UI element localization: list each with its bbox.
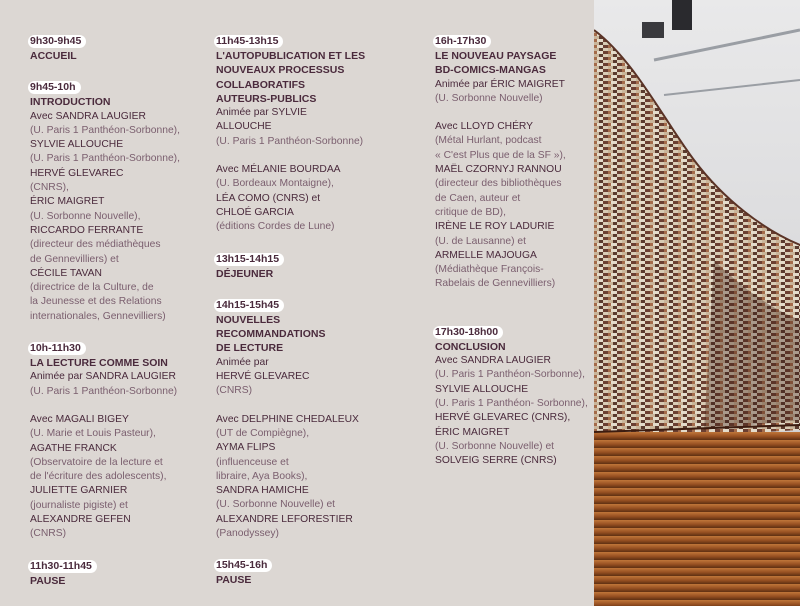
session-time-badge: 15h45-16h: [214, 559, 272, 572]
speaker-affiliation: (U. Paris 1 Panthéon-Sorbonne),: [435, 369, 585, 381]
session-title: CONCLUSION: [435, 340, 506, 353]
speaker-affiliation: (Observatoire de la lecture et: [30, 456, 163, 468]
speaker-line: ALEXANDRE LEFORESTIER: [216, 513, 353, 525]
session-block: [216, 295, 396, 541]
session-title: ACCUEIL: [30, 50, 77, 62]
speaker-affiliation: (éditions Cordes de Lune): [216, 221, 335, 233]
session-time-badge: 9h30-9h45: [28, 35, 86, 48]
speaker-affiliation: (U. Paris 1 Panthéon-Sorbonne): [216, 135, 364, 147]
session-title: AUTEURS-PUBLICS: [216, 92, 317, 105]
speaker-line: HERVÉ GLEVAREC (CNRS),: [435, 412, 571, 424]
speaker-line: ALEXANDRE GEFEN: [30, 514, 131, 526]
speaker-affiliation: (U. Paris 1 Panthéon-Sorbonne),: [30, 124, 180, 136]
speaker-line: LÉA COMO (CNRS) et: [216, 192, 321, 204]
session-title: RECOMMANDATIONS: [216, 328, 326, 341]
session-time-badge: 9h45-10h: [28, 81, 81, 94]
speaker-line: Animée par SYLVIE: [216, 107, 307, 119]
session-title: BD-COMICS-MANGAS: [435, 64, 546, 77]
speaker-affiliation: (U. Sorbonne Nouvelle) et: [216, 499, 336, 511]
speaker-line: Avec MÉLANIE BOURDAA: [216, 164, 341, 176]
speaker-line: SYLVIE ALLOUCHE: [435, 383, 529, 395]
speaker-line: Animée par: [216, 356, 269, 368]
speaker-line: HERVÉ GLEVAREC: [216, 371, 310, 383]
session-title: PAUSE: [216, 574, 252, 587]
speaker-affiliation: de Gennevilliers) et: [30, 253, 119, 265]
session-block: [30, 556, 205, 588]
speaker-affiliation: (directeur des médiathèques: [30, 239, 161, 251]
session-block: [30, 338, 205, 542]
speaker-affiliation: (U. Sorbonne Nouvelle) et: [435, 440, 555, 452]
speaker-affiliation: « C'est Plus que de la SF »),: [435, 149, 566, 161]
speaker-line: CHLOÉ GARCIA: [216, 206, 294, 218]
speaker-line: SANDRA HAMICHE: [216, 485, 309, 497]
speaker-line: Avec SANDRA LAUGIER: [30, 110, 146, 122]
speaker-affiliation: (CNRS): [216, 385, 253, 397]
speaker-affiliation: la Jeunesse et des Relations: [30, 296, 162, 308]
speaker-affiliation: critique de BD),: [435, 206, 506, 218]
speaker-affiliation: (Métal Hurlant, podcast: [435, 135, 542, 147]
speaker-line: ÉRIC MAIGRET: [435, 426, 510, 438]
speaker-affiliation: de Caen, auteur et: [435, 192, 521, 204]
session-block: [216, 249, 396, 281]
speaker-line: AYMA FLIPS: [216, 442, 276, 454]
session-title: NOUVEAUX PROCESSUS: [216, 64, 345, 77]
session-time-badge: 14h15-15h45: [214, 299, 284, 312]
session-block: [435, 322, 595, 469]
books-photo-illustration: [594, 0, 800, 606]
speaker-affiliation: (directrice de la Culture, de: [30, 282, 154, 294]
session-time-badge: 17h30-18h00: [433, 326, 503, 339]
speaker-line: ARMELLE MAJOUGA: [435, 249, 537, 261]
speaker-affiliation: (influenceuse et: [216, 456, 289, 468]
session-block: [216, 31, 396, 235]
speaker-affiliation: (directeur des bibliothèques: [435, 178, 562, 190]
speaker-line: CÉCILE TAVAN: [30, 267, 102, 279]
speaker-affiliation: Rabelais de Gennevilliers): [435, 278, 556, 290]
session-title: NOUVELLES: [216, 313, 281, 326]
session-time-badge: 10h-11h30: [28, 342, 86, 355]
speaker-line: Avec LLOYD CHÉRY: [435, 121, 534, 133]
speaker-affiliation: (journaliste pigiste) et: [30, 499, 128, 511]
speaker-affiliation: (Médiathèque François-: [435, 264, 544, 276]
speaker-line: JULIETTE GARNIER: [30, 485, 128, 497]
session-title: PAUSE: [30, 574, 66, 587]
speaker-affiliation: (U. Sorbonne Nouvelle): [435, 92, 543, 104]
session-title: COLLABORATIFS: [216, 78, 306, 91]
speaker-line: Avec SANDRA LAUGIER: [435, 355, 551, 367]
session-title: INTRODUCTION: [30, 96, 111, 109]
speaker-affiliation: de l'écriture des adolescents),: [30, 471, 167, 483]
session-title: LE NOUVEAU PAYSAGE: [435, 50, 557, 62]
session-title: L'AUTOPUBLICATION ET LES: [216, 50, 366, 62]
speaker-affiliation: (U. Paris 1 Panthéon-Sorbonne),: [30, 153, 180, 165]
speaker-line: RICCARDO FERRANTE: [30, 224, 144, 236]
session-title: DÉJEUNER: [216, 267, 274, 280]
session-block: [30, 31, 205, 63]
speaker-line: ALLOUCHE: [216, 121, 272, 133]
speaker-line: SYLVIE ALLOUCHE: [30, 139, 124, 151]
session-time-badge: 11h45-13h15: [214, 35, 283, 48]
speaker-affiliation: (CNRS): [30, 528, 67, 540]
session-title: LA LECTURE COMME SOIN: [30, 357, 168, 370]
speaker-affiliation: internationales, Gennevilliers): [30, 310, 166, 322]
programme-column-1: [30, 31, 205, 602]
speaker-affiliation: (U. Paris 1 Panthéon-Sorbonne): [30, 385, 178, 397]
speaker-line: Animée par ÉRIC MAIGRET: [435, 78, 565, 90]
speaker-affiliation: (UT de Compiègne),: [216, 427, 310, 439]
programme-column-2: [216, 31, 396, 602]
speaker-affiliation: (U. Marie et Louis Pasteur),: [30, 428, 156, 440]
session-block: [435, 31, 595, 292]
speaker-line: HERVÉ GLEVAREC: [30, 167, 124, 179]
speaker-line: Avec MAGALI BIGEY: [30, 413, 129, 425]
speaker-line: Animée par SANDRA LAUGIER: [30, 371, 176, 383]
speaker-line: ÉRIC MAIGRET: [30, 196, 105, 208]
speaker-affiliation: (CNRS),: [30, 182, 69, 194]
speaker-line: SOLVEIG SERRE (CNRS): [435, 455, 557, 467]
session-time-badge: 16h-17h30: [433, 35, 491, 48]
speaker-affiliation: (U. Paris 1 Panthéon- Sorbonne),: [435, 397, 588, 409]
spacer: [216, 149, 396, 163]
session-time-badge: 13h15-14h15: [214, 253, 284, 266]
session-time-badge: 11h30-11h45: [28, 560, 97, 573]
programme-column-3: [435, 31, 595, 482]
speaker-line: IRÈNE LE ROY LADURIE: [435, 221, 555, 233]
spacer: [435, 106, 595, 120]
speaker-line: Avec DELPHINE CHEDALEUX: [216, 413, 359, 425]
speaker-line: AGATHE FRANCK: [30, 442, 117, 454]
books-wave-photo: [594, 0, 800, 606]
spacer: [216, 399, 396, 413]
spacer: [30, 399, 205, 413]
speaker-affiliation: (Panodyssey): [216, 528, 279, 540]
speaker-affiliation: libraire, Aya Books),: [216, 470, 308, 482]
speaker-affiliation: (U. Sorbonne Nouvelle),: [30, 210, 141, 222]
speaker-affiliation: (U. de Lausanne) et: [435, 235, 527, 247]
session-block: [216, 555, 396, 587]
speaker-line: MAËL CZORNYJ RANNOU: [435, 164, 562, 176]
speaker-affiliation: (U. Bordeaux Montaigne),: [216, 178, 334, 190]
session-title: DE LECTURE: [216, 342, 284, 355]
session-block: [30, 77, 205, 324]
